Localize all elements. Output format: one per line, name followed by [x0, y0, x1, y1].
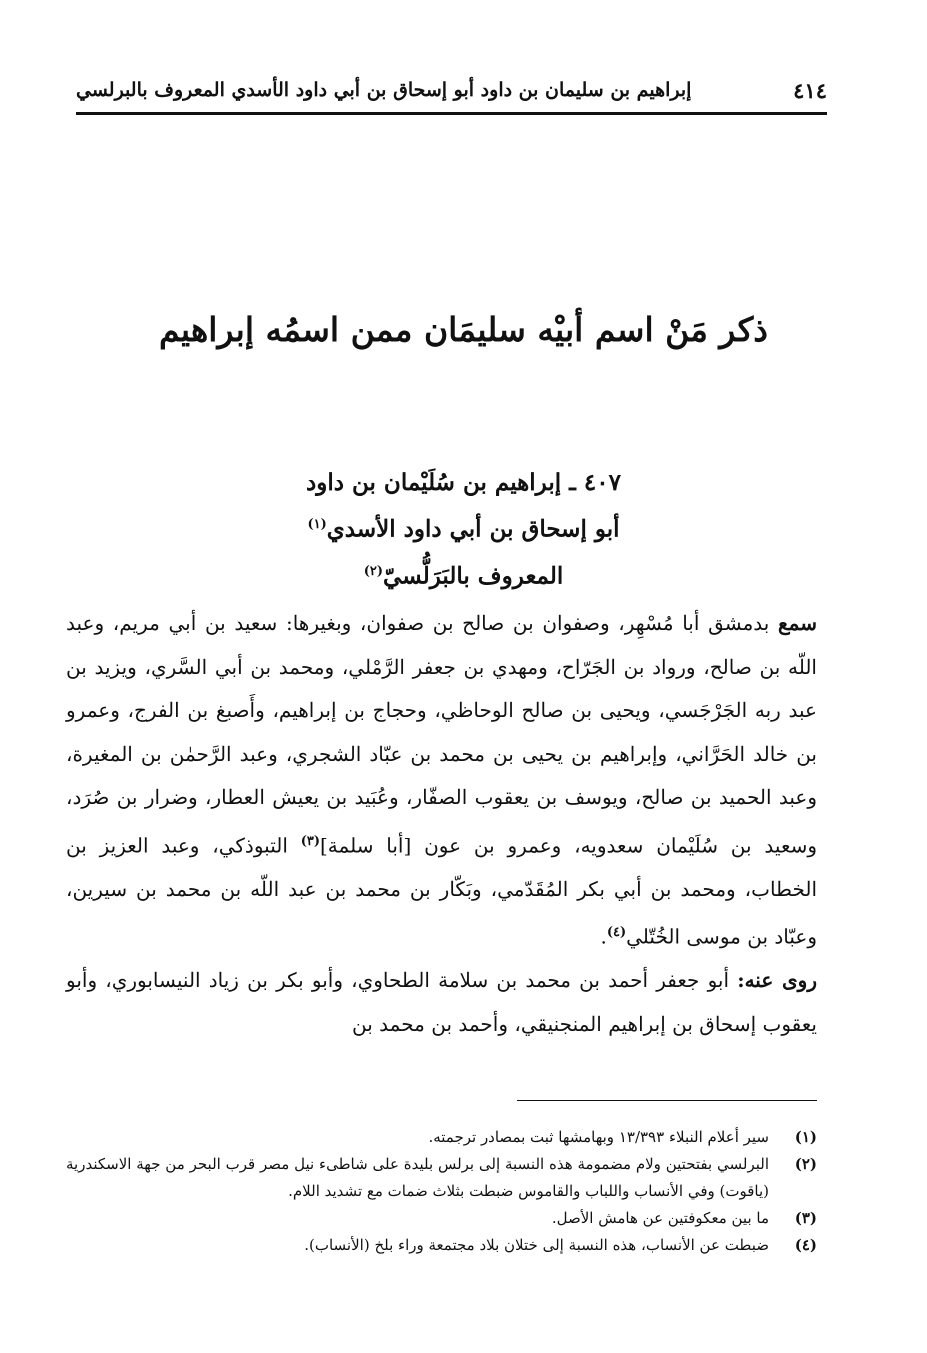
page-number: ٤١٤: [793, 77, 827, 103]
chapter-title: ذكر مَنْ اسم أبيْه سليمَان ممن اسمُه إبراهيم: [158, 310, 769, 349]
entry-heading: [120, 462, 807, 597]
entry-heading-line-3-text: المعروف بالبَرَلُّسيّ: [383, 562, 564, 590]
footnote-text: البرلسي بفتحتين ولام مضمومة هذه النسبة إلى برلس بليدة على شاطىء نيل مصر قرب البحر من جهة الاسكندرية (ياقوت) وفي الأنساب واللباب والقاموس ضبطت بثلاث ضمات مع تشديد اللام.: [66, 1155, 769, 1200]
paragraph-students: [66, 959, 817, 1046]
footnote-text: سير أعلام النبلاء ١٣/٣٩٣ وبهامشها ثبت بمصادر ترجمته.: [428, 1128, 769, 1146]
entry-heading-line-3: [120, 551, 807, 598]
paragraph-text: التبوذكي، وعبد العزيز بن الخطاب، ومحمد بن أبي بكر المُقَدّمي، وبَكّار بن محمد بن عبد اللّه بن محمد بن سيرين، وعبّاد بن موسى الخُتّلي: [66, 833, 817, 949]
paragraph-text: أبو جعفر أحمد بن محمد بن سلامة الطحاوي، وأبو بكر بن زياد النيسابوري، وأبو يعقوب إسحاق بن إبراهيم المنجنيقي، وأحمد بن محمد بن: [66, 968, 817, 1036]
entry-heading-line-2-text: أبو إسحاق بن أبي داود الأسدي: [326, 515, 620, 543]
entry-heading-line-1: ٤٠٧ ـ إبراهيم بن سُلَيْمان بن داود: [306, 469, 621, 496]
footnote-number: (٣): [794, 1209, 817, 1227]
paragraph-text: بدمشق أبا مُسْهِر، وصفوان بن صالح بن صفوان، وبغيرها: سعيد بن أبي مريم، وعبد اللّه بن صالح، ورواد بن الجَرّاح، ومهدي بن جعفر الرَّمْلي، ومحمد بن أبي السَّري، ويزيد بن عبد ربه الجَرْجَسي، ويحيى بن صالح الوحاظي، وحجاج بن إبراهيم، وأَصبغ بن الفرج، وعمرو بن خالد الحَرَّاني، وإبراهيم بن يحيى بن محمد بن عبّاد الشجري، وعبد الرَّحمٰن بن المغيرة، وعبد الحميد بن صالح، ويوسف بن يعقوب الصفّار، وعُبَيد بن يعيش العطار، وضرار بن صُرَد، وسعيد بن سُلَيْمان سعدويه، وعمرو بن عون [أبا سلمة]: [66, 611, 818, 858]
footnote-item: [66, 1232, 817, 1259]
footnote-item: [66, 1124, 817, 1151]
footnote-number: (٤): [794, 1236, 817, 1254]
footnote-text: ضبطت عن الأنساب، هذه النسبة إلى ختلان بلاد مجتمعة وراء بلخ (الأنساب).: [304, 1236, 769, 1254]
header-rule: [76, 112, 827, 115]
footnote-rule: [517, 1100, 817, 1101]
running-header: [76, 72, 827, 108]
footnotes: [66, 1124, 817, 1259]
paragraph-lead-word: سمع: [778, 611, 817, 635]
footnote-item: [66, 1151, 817, 1205]
footnote-item: [66, 1205, 817, 1232]
body-text: [66, 602, 817, 1046]
footnote-number: (٢): [794, 1155, 817, 1173]
paragraph-end: .: [600, 924, 607, 949]
running-title: إبراهيم بن سليمان بن داود أبو إسحاق بن أبي داود الأسدي المعروف بالبرلسي: [76, 79, 692, 101]
footnote-number: (١): [794, 1128, 817, 1146]
paragraph-lead-word: روى عنه:: [737, 968, 817, 993]
entry-heading-line-2: [120, 504, 807, 551]
footnote-ref-3: (٣): [300, 833, 320, 849]
footnote-ref-4: (٤): [606, 925, 627, 941]
footnote-text: ما بين معكوفتين عن هامش الأصل.: [551, 1209, 769, 1227]
paragraph-teachers: [66, 602, 817, 959]
footnote-ref-1: (١): [307, 517, 327, 532]
footnote-ref-2: (٢): [363, 563, 384, 579]
